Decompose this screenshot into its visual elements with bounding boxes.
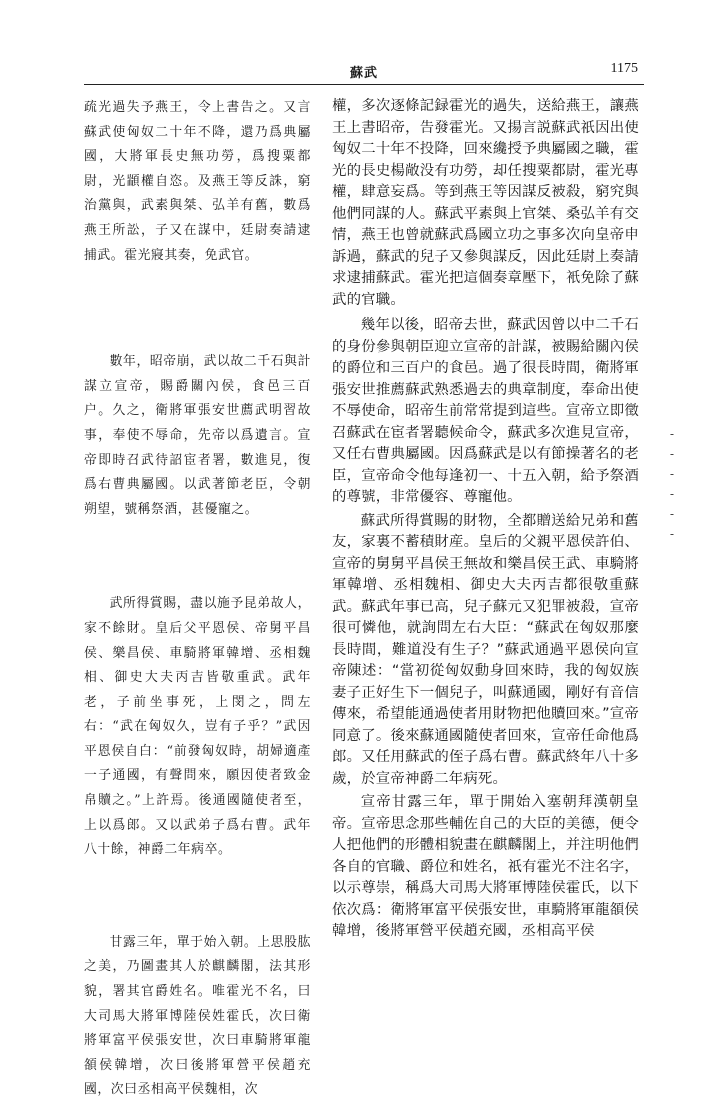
translation-paragraph-1: 權，多次逐條記録霍光的過失，送給燕王，讓燕王上書昭帝，告發霍光。又揚言説蘇武祇因出使匈奴二十年不投降，回來纔授予典屬國之職，霍光的長史楊敞没有功勞，却任搜粟都尉，霍光專權，肆意妄爲。等到燕王等因謀反被殺，窮究與他們同謀的人。蘇武平素與上官桀、桑弘羊有交情，燕王也曾就蘇武爲國立功之事多次向皇帝申訴過，蘇武的兒子又參與謀反，因此廷尉上奏請求逮捕蘇武。霍光把這個奏章壓下，衹免除了蘇武的官職。 bbox=[332, 98, 639, 308]
original-paragraph-1: 疏光過失予燕王，令上書告之。又言蘇武使匈奴二十年不降，還乃爲典屬國，大將軍長史無功勞，爲搜粟都尉，光顓權自恣。及燕王等反誅，窮治黨與，武素與桀、弘羊有舊，數爲燕王所訟，子又在謀中，廷尉奏請逮捕武。霍光寢其奏，免武官。 bbox=[84, 100, 311, 263]
original-text-column bbox=[84, 96, 311, 1103]
running-header bbox=[84, 58, 644, 85]
original-paragraph-2: 數年，昭帝崩，武以故二千石與計謀立宣帝，賜爵關內侯，食邑三百户。久之，衛將軍張安世薦武明習故事，奉使不辱命，先帝以爲遺言。宣帝即時召武待詔宦者署，數進見，復爲右曹典屬國。以武著節老臣，令朝朔望，號稱祭酒，甚優寵之。 bbox=[84, 354, 311, 517]
original-paragraph-3: 武所得賞賜，盡以施予昆弟故人，家不餘財。皇后父平恩侯、帝舅平昌侯、樂昌侯、車騎將軍韓增、丞相魏相、御史大夫丙吉皆敬重武。武年老，子前坐事死，上閔之，問左右：“武在匈奴久，豈有子乎？”武因平恩侯自白：“前發匈奴時，胡婦適產一子通國，有聲問來，願因使者致金帛贖之。”上許焉。後通國隨使者至，上以爲郎。又以武弟子爲右曹。武年八十餘，神爵二年病卒。 bbox=[84, 596, 311, 858]
translation-column bbox=[332, 96, 639, 943]
translation-paragraph-2: 幾年以後，昭帝去世，蘇武因曾以中二千石的身份參與朝臣迎立宣帝的計謀，被賜給關內侯的爵位和三百户的食邑。過了很長時間，衛將軍張安世推薦蘇武熟悉過去的典章制度，奉命出使不辱使命，昭帝生前常常提到這些。宣帝立即徵召蘇武在宦者署聽候命令，蘇武多次進見宣帝，又任右曹典屬國。因爲蘇武是以有節操著名的老臣，宣帝命令他每逢初一、十五入朝，給予祭酒的尊號，非常優容、尊寵他。 bbox=[332, 317, 639, 505]
translation-paragraph-4: 宣帝甘露三年，單于開始入塞朝拜漢朝皇帝。宣帝思念那些輔佐自己的大臣的美德，便令人把他們的形體相貌畫在麒麟閣上，并注明他們各自的官職、爵位和姓名，祇有霍光不注名字，以示尊崇，稱爲大司馬大將軍博陸侯霍氏，以下依次爲：衛將軍富平侯張安世，車騎將軍龍頟侯韓增，後將軍營平侯趙充國，丞相高平侯 bbox=[332, 794, 639, 939]
page-title: 蘇武 bbox=[349, 66, 378, 81]
margin-tick-marks: - - - - - - bbox=[668, 427, 676, 541]
original-paragraph-4: 甘露三年，單于始入朝。上思股肱之美，乃圖畫其人於麒麟閣，法其形貌，署其官爵姓名。唯霍光不名，曰大司馬大將軍博陸侯姓霍氏，次曰衛將軍富平侯張安世，次曰車騎將軍龍頟侯韓增，次曰後將軍營平侯趙充國，次曰丞相高平侯魏相，次 bbox=[84, 934, 311, 1098]
translation-paragraph-3: 蘇武所得賞賜的財物，全都贈送給兄弟和舊友，家裏不蓄積財産。皇后的父親平恩侯許伯、宣帝的舅舅平昌侯王無故和樂昌侯王武、車騎將軍韓增、丞相魏相、御史大夫丙吉都很敬重蘇武。蘇武年事已高，兒子蘇元又犯罪被殺，宣帝很可憐他，就詢問左右大臣：“蘇武在匈奴那麼長時間，難道没有生子？”蘇武通過平恩侯向宣帝陳述：“當初從匈奴動身回來時，我的匈奴族妻子正好生下一個兒子，叫蘇通國，剛好有音信傳來，希望能通過使者用財物把他贖回來。”宣帝同意了。後來蘇通國隨使者回來，宣帝任命他爲郎。又任用蘇武的侄子爲右曹。蘇武終年八十多歲，於宣帝神爵二年病死。 bbox=[332, 512, 639, 787]
page-number: 1175 bbox=[610, 61, 638, 76]
